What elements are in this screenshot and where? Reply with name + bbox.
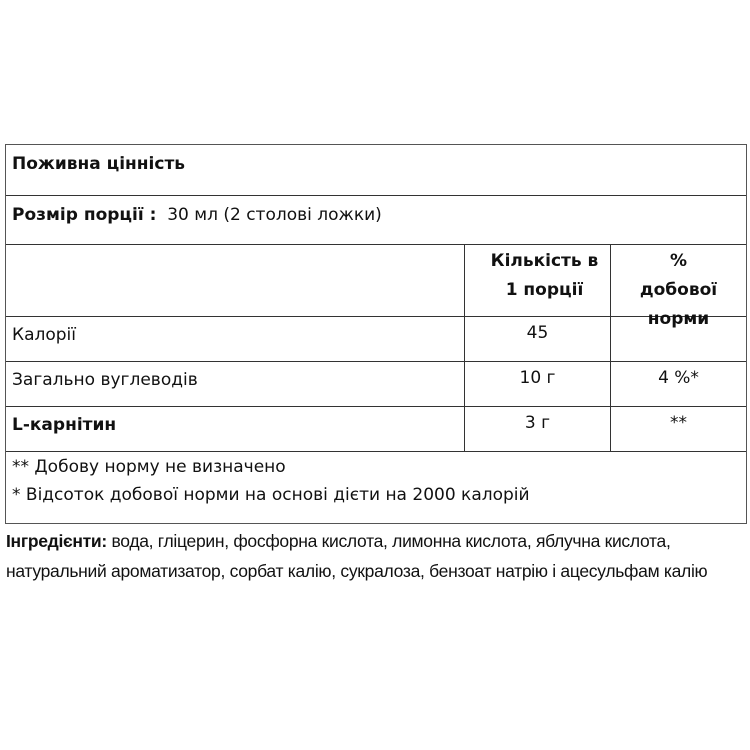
nutrient-amount: 3 г [524,413,551,433]
table-title: Поживна цінність [12,154,186,174]
nutrient-name-cell [6,407,465,451]
table-row [6,317,746,362]
footnote-no-daily-value: ** Добову норму не визначено [12,457,286,477]
serving-size-label: Розмір порції : [12,205,157,225]
nutrient-name: L-карнітин [12,415,117,435]
footnote-daily-value-basis: * Відсоток добової норми на основі дієти на 2000 калорій [12,485,530,505]
header-name-cell [6,245,465,316]
nutrient-daily-value: ** [670,413,687,433]
serving-size-row [6,196,746,245]
nutrient-daily-value: 4 %* [658,368,699,388]
nutrient-name-cell [6,362,465,406]
header-amount: Кількість в 1 порції [490,251,599,300]
header-daily-value-cell [611,245,746,329]
nutrient-amount-cell [465,362,611,406]
nutrient-daily-value [611,317,746,319]
nutrient-amount: 10 г [519,368,556,388]
nutrient-name: Калорії [12,325,76,345]
table-header-row [6,245,746,329]
nutrient-daily-value-cell [611,407,746,451]
nutrient-name: Загально вуглеводів [12,370,198,390]
header-amount-cell [465,245,611,316]
ingredients-text: вода, гліцерин, фосфорна кислота, лимонна кислота, яблучна кислота, натуральний ароматизатор, сорбат калію, сукралоза, бензоат натрію і ацесульфам калію [6,531,708,581]
serving-size [12,204,382,226]
table-row [6,407,746,452]
ingredients-label: Інгредієнти: [6,531,107,551]
ingredients-paragraph [6,526,741,586]
nutrition-facts-table [5,144,747,524]
nutrient-amount-cell [465,407,611,451]
header-daily-value: % добової норми [639,251,718,329]
nutrient-daily-value-cell [611,317,746,361]
footnotes-row [6,452,746,523]
table-title-row [6,145,746,196]
table-row [6,362,746,407]
nutrient-amount: 45 [526,323,549,343]
nutrient-daily-value-cell [611,362,746,406]
nutrient-name-cell [6,317,465,361]
serving-size-value: 30 мл (2 столові ложки) [167,205,382,225]
nutrient-amount-cell [465,317,611,361]
